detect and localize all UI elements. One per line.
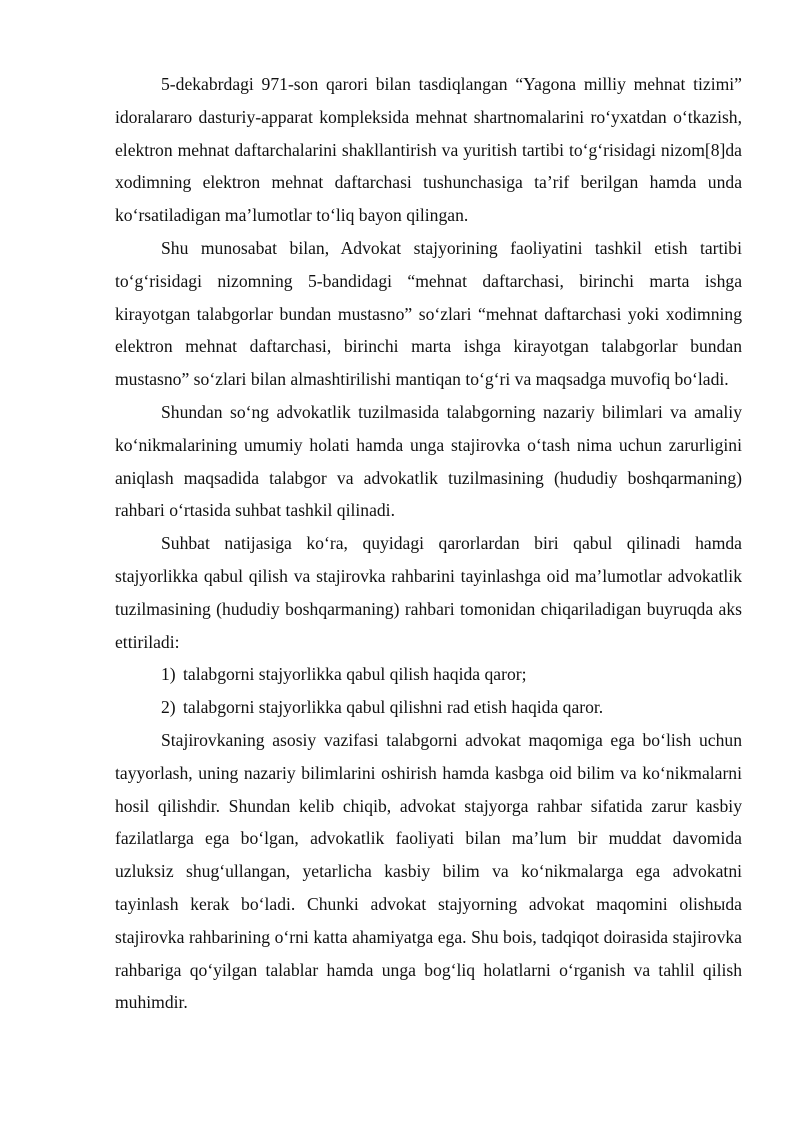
- paragraph-2: Shu munosabat bilan, Advokat stajyorining faoliyatini tashkil etish tartibi to‘g‘risidagi nizomning 5-bandidagi “mehnat daftarchasi, birinchi marta ishga kirayotgan talabgorlar bundan mustasno” so‘zlari “mehnat daftarchasi yoki xodimning elektron mehnat daftarchasi, birinchi marta ishga kirayotgan talabgorlar bundan mustasno” so‘zlari bilan almashtirilishi mantiqan to‘g‘ri va maqsadga muvofiq bo‘ladi.: [115, 237, 742, 390]
- paragraph-1: 5-dekabrdagi 971-son qarori bilan tasdiqlangan “Yagona milliy mehnat tizimi” idoralararo dasturiy-apparat kompleksida mehnat shartnomalarini ro‘yxatdan o‘tkazish, elektron mehnat daftarchalarini shakllantirish va yuritish tartibi to‘g‘risidagi nizom[8]da xodimning elektron mehnat daftarchasi tushunchasiga ta’rif berilgan hamda unda ko‘rsatiladigan ma’lumotlar to‘liq bayon qilingan.: [115, 74, 742, 226]
- document-page: [115, 68, 742, 1019]
- list-item: [115, 691, 742, 724]
- paragraph-closing: Stajirovkaning asosiy vazifasi talabgorni advokat maqomiga ega bo‘lish uchun tayyorlash, uning nazariy bilimlarini oshirish hamda kasbga oid bilim va ko‘nikmalarni hosil qilishdir. Shundan kelib chiqib, advokat stajyorga rahbar sifatida zarur kasbiy fazilatlarga ega bo‘lgan, advokatlik faoliyati bilan ma’lum bir muddat davomida uzluksiz shug‘ullangan, yetarlicha kasbiy bilim va ko‘nikmalarga ega advokatni tayinlash kerak bo‘ladi. Chunki advokat stajyorning advokat maqomini olishыda stajirovka rahbarining o‘rni katta ahamiyatga ega. Shu bois, tadqiqot doirasida stajirovka rahbariga qo‘yilgan talablar hamda unga bog‘liq holatlarni o‘rganish va tahlil qilish muhimdir.: [115, 729, 742, 1013]
- paragraph-3: Shundan so‘ng advokatlik tuzilmasida talabgorning nazariy bilimlari va amaliy ko‘nikmalarining umumiy holati hamda unga stajirovka o‘tash nima uchun zarurligini aniqlash maqsadida talabgor va advokatlik tuzilmasining (hududiy boshqarmaning) rahbari o‘rtasida suhbat tashkil qilinadi.: [115, 401, 742, 521]
- list-item: [115, 658, 742, 691]
- list-item-text: talabgorni stajyorlikka qabul qilishni rad etish haqida qaror.: [183, 697, 604, 718]
- list-item-number: 2): [161, 697, 176, 718]
- list-item-text: talabgorni stajyorlikka qabul qilish haqida qaror;: [183, 664, 527, 685]
- paragraph-4: Suhbat natijasiga ko‘ra, quyidagi qarorlardan biri qabul qilinadi hamda stajyorlikka qabul qilish va stajirovka rahbarini tayinlashga oid ma’lumotlar advokatlik tuzilmasining (hududiy boshqarmaning) rahbari tomonidan chiqariladigan buyruqda aks ettiriladi:: [115, 533, 742, 652]
- list-item-number: 1): [161, 664, 176, 685]
- decision-list: [115, 658, 742, 724]
